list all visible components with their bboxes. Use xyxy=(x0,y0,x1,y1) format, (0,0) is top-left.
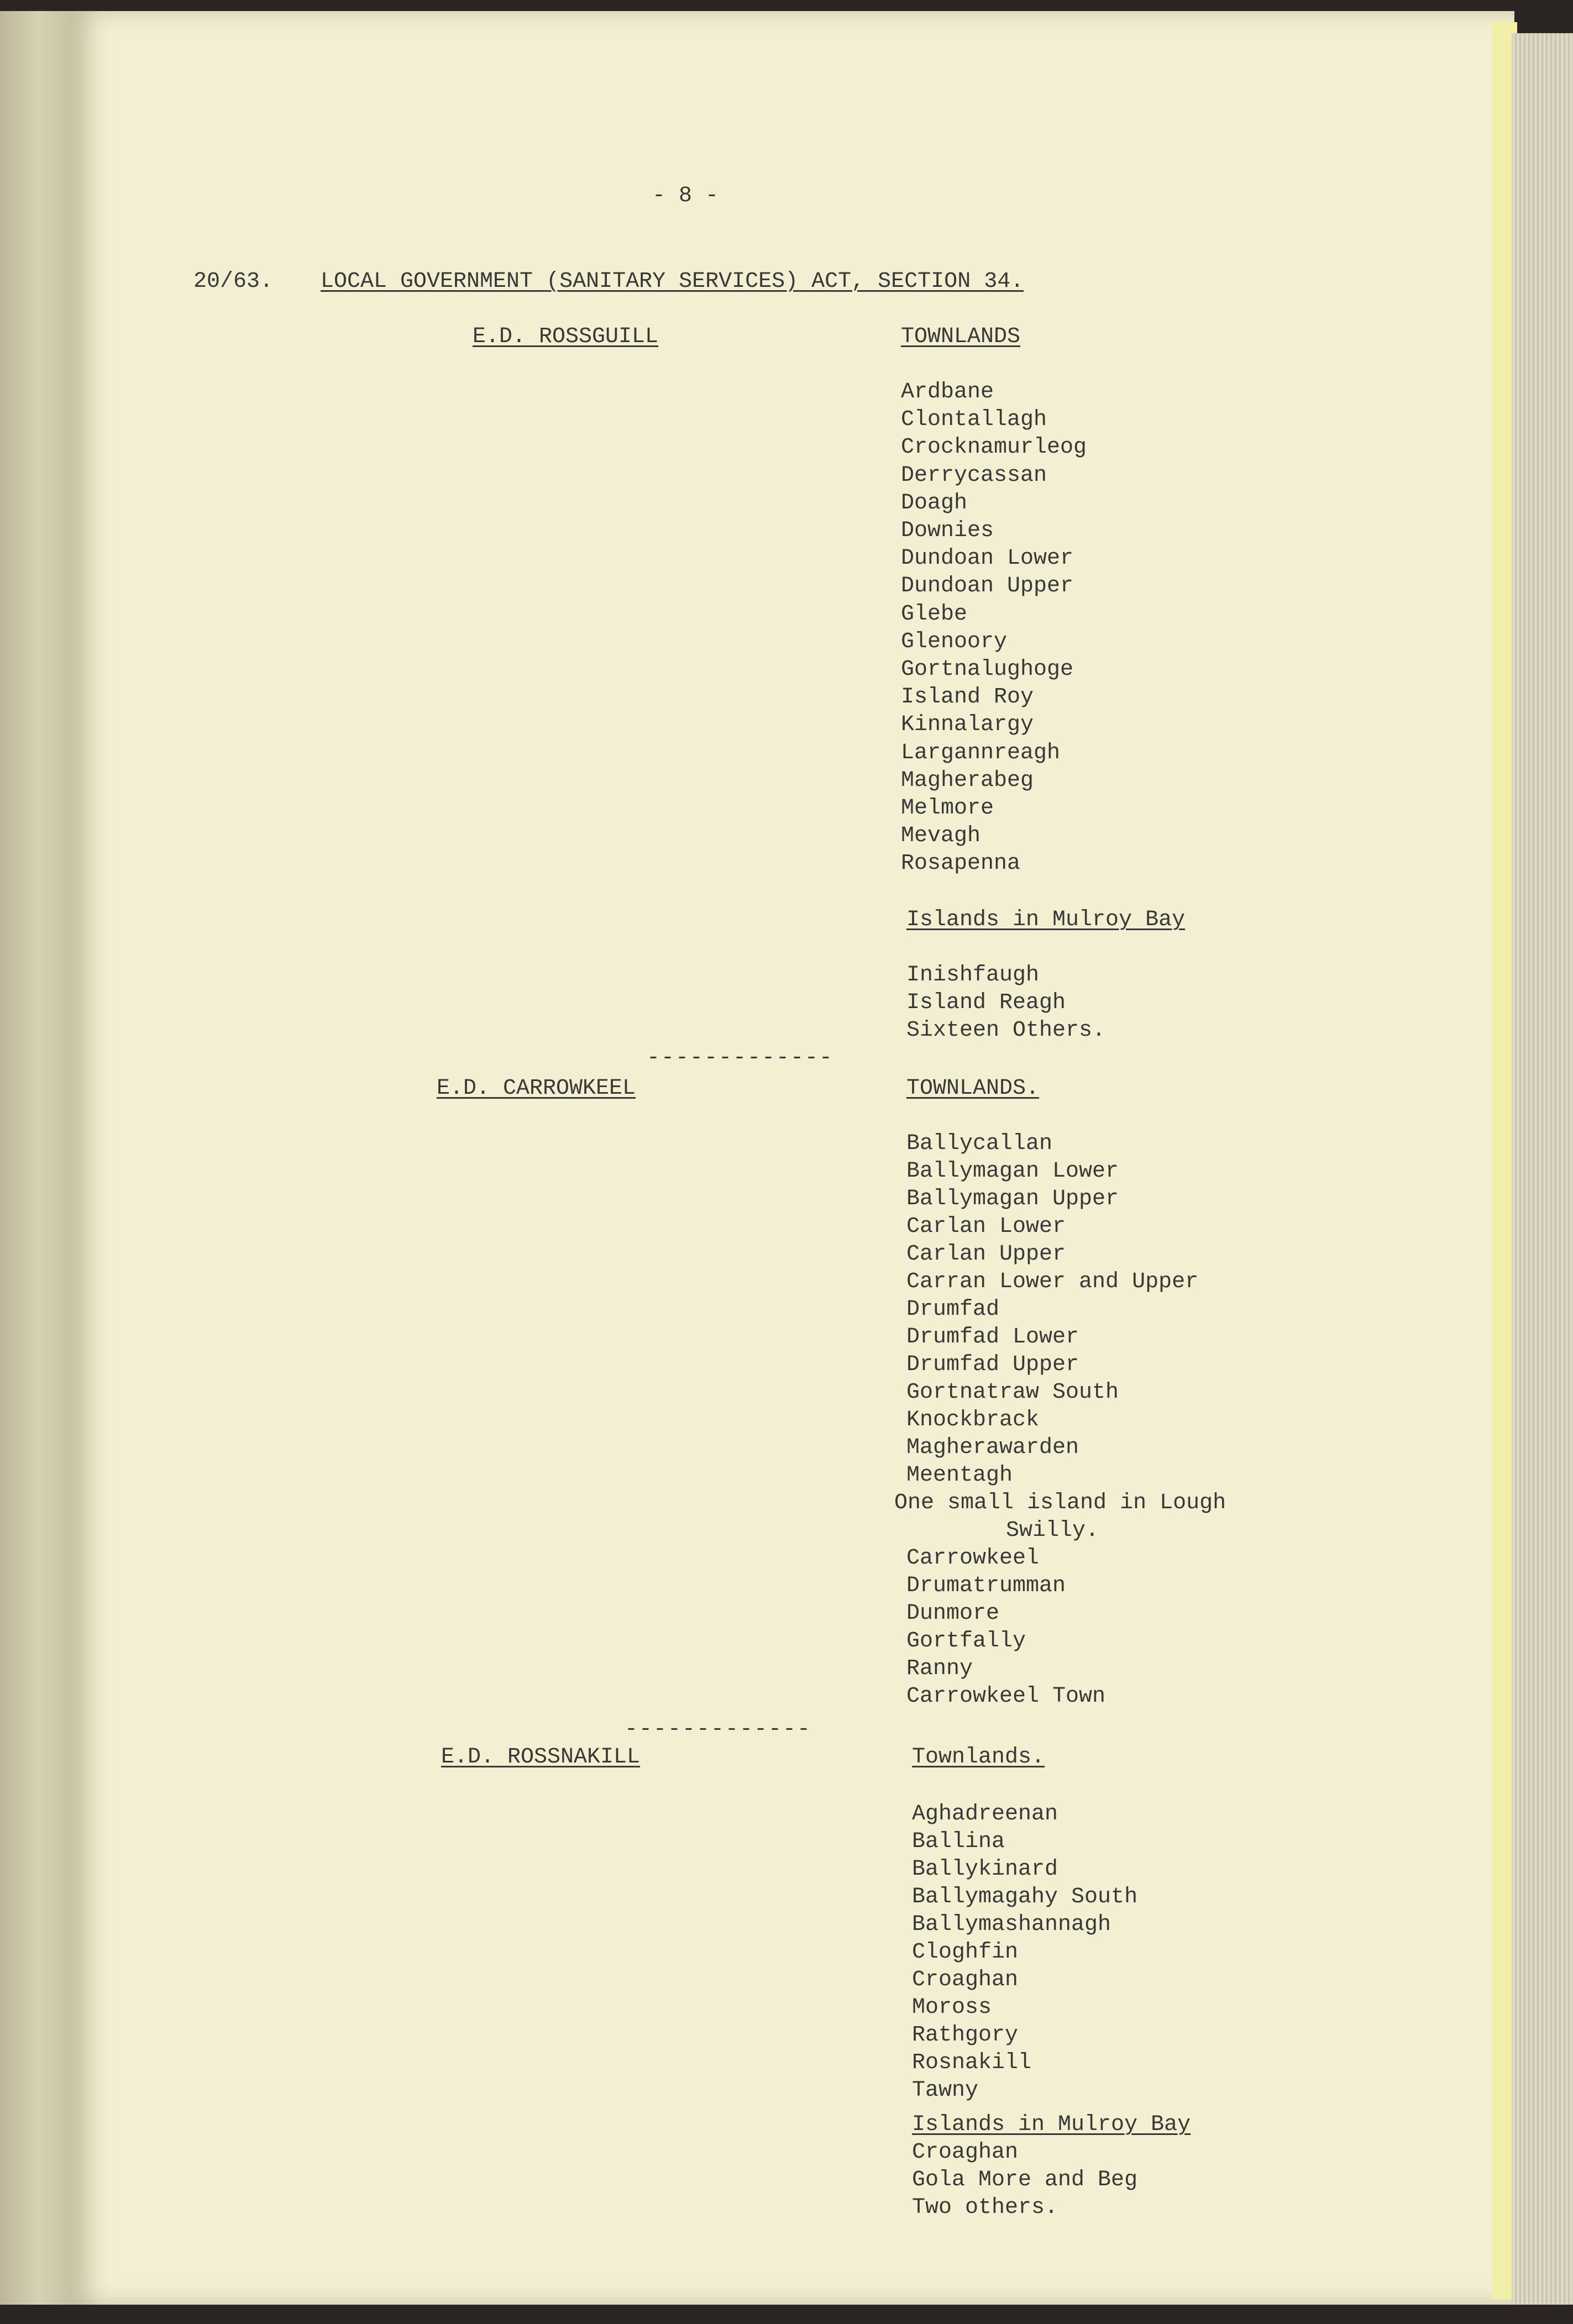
townland-item: Dundoan Lower xyxy=(901,546,1074,571)
townland-item: Drumatrumman xyxy=(906,1573,1066,1598)
townland-item: Gortnalughoge xyxy=(901,657,1074,682)
townland-item: Doagh xyxy=(901,490,968,516)
document-title: LOCAL GOVERNMENT (SANITARY SERVICES) ACT, SECTION 34. xyxy=(321,269,1024,294)
townland-item: Rosapenna xyxy=(901,851,1021,877)
townland-item: Downies xyxy=(901,518,994,543)
island-item: Croaghan xyxy=(912,2140,1019,2165)
townland-item: Carrowkeel xyxy=(906,1546,1040,1571)
townland-item: Drumfad xyxy=(906,1297,1000,1322)
townland-item: Ballymagan Lower xyxy=(906,1159,1119,1184)
townland-item: Largannreagh xyxy=(901,740,1061,765)
townland-item: Cloghfin xyxy=(912,1940,1019,1965)
townland-item: Island Roy xyxy=(901,685,1034,710)
rossguill-heading: TOWNLANDS xyxy=(901,324,1021,349)
townland-item: Glebe xyxy=(901,601,968,627)
townland-item: Carran Lower and Upper xyxy=(906,1269,1199,1294)
townland-item: Dundoan Upper xyxy=(901,574,1074,599)
ed-carrowkeel: E.D. CARROWKEEL xyxy=(437,1076,636,1101)
townland-item: Ranny xyxy=(906,1656,973,1681)
section-separator: ------------- xyxy=(625,1717,812,1742)
document-page xyxy=(72,11,1514,2305)
townland-item: Melmore xyxy=(901,796,994,821)
page-number: - 8 - xyxy=(652,183,719,208)
townland-item: Clontallagh xyxy=(901,407,1047,433)
townland-item: Derrycassan xyxy=(901,463,1047,488)
townland-item: Carrowkeel Town xyxy=(906,1684,1106,1709)
island-item: Island Reagh xyxy=(906,990,1066,1015)
townland-item: Crocknamurleog xyxy=(901,435,1087,460)
island-item: Inishfaugh xyxy=(906,963,1040,988)
townland-item: Ballymagahy South xyxy=(912,1885,1138,1909)
townland-item: Ardbane xyxy=(901,380,994,405)
townland-item: Aghadreenan xyxy=(912,1802,1058,1827)
townland-item: Gortfally xyxy=(906,1629,1026,1654)
townland-item: Magherawarden xyxy=(906,1435,1079,1460)
townland-item: Moross xyxy=(912,1995,992,2020)
townland-item: Swilly. xyxy=(1006,1518,1099,1543)
island-item: Sixteen Others. xyxy=(906,1018,1106,1043)
townland-item: Glenoory xyxy=(901,629,1008,654)
island-item: Two others. xyxy=(912,2195,1058,2220)
townland-item: Ballycallan xyxy=(906,1131,1053,1156)
carrowkeel-heading: TOWNLANDS. xyxy=(906,1076,1040,1101)
ed-rossnakill: E.D. ROSSNAKILL xyxy=(441,1745,641,1770)
townland-item: Magherabeg xyxy=(901,768,1034,793)
reference-number: 20/63. xyxy=(193,269,274,294)
ed-rossguill: E.D. ROSSGUILL xyxy=(473,324,659,349)
townland-item: Gortnatraw South xyxy=(906,1380,1119,1405)
townland-item: Rathgory xyxy=(912,2023,1019,2048)
townland-item: Ballykinard xyxy=(912,1857,1058,1882)
townland-item: Mevagh xyxy=(901,823,981,849)
townland-item: Ballina xyxy=(912,1829,1005,1854)
townland-item: Carlan Upper xyxy=(906,1242,1066,1267)
townland-item: Kinnalargy xyxy=(901,712,1034,738)
section-separator: ------------- xyxy=(647,1046,834,1071)
townland-item: Tawny xyxy=(912,2078,979,2103)
rossguill-islands-heading: Islands in Mulroy Bay xyxy=(906,907,1186,932)
townland-item: Drumfad Lower xyxy=(906,1325,1079,1350)
rossnakill-heading: Townlands. xyxy=(912,1745,1045,1770)
townland-item: Ballymagan Upper xyxy=(906,1187,1119,1211)
townland-item: One small island in Lough xyxy=(894,1491,1226,1515)
townland-item: Rosnakill xyxy=(912,2050,1032,2075)
townland-item: Meentagh xyxy=(906,1463,1013,1488)
rossnakill-islands-heading: Islands in Mulroy Bay xyxy=(912,2112,1191,2137)
townland-item: Croaghan xyxy=(912,1968,1019,1992)
townland-item: Knockbrack xyxy=(906,1408,1040,1433)
townland-item: Dunmore xyxy=(906,1601,1000,1626)
townland-item: Carlan Lower xyxy=(906,1214,1066,1239)
townland-item: Drumfad Upper xyxy=(906,1352,1079,1377)
book-spine-left xyxy=(0,11,77,2305)
townland-item: Ballymashannagh xyxy=(912,1912,1111,1937)
island-item: Gola More and Beg xyxy=(912,2168,1138,2192)
page-stack-edge xyxy=(1512,33,1573,2305)
